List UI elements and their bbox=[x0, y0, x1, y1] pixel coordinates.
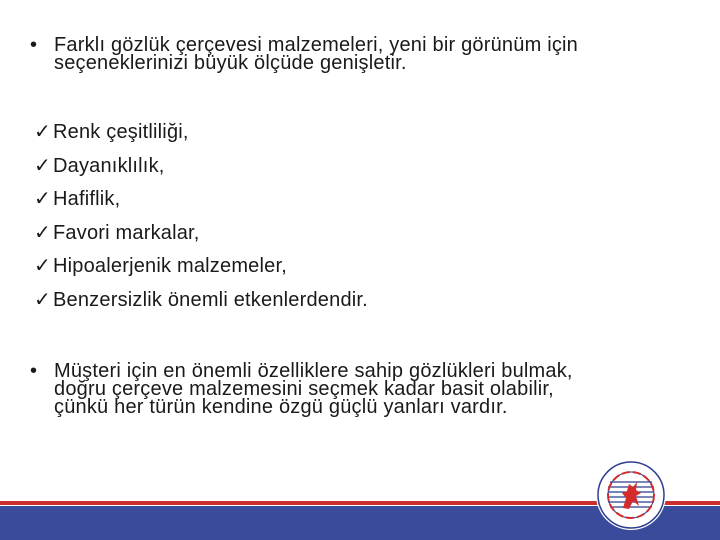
check-icon: ✓ bbox=[34, 188, 51, 210]
list-item-label: Dayanıklılık, bbox=[53, 154, 165, 177]
list-item-label: Hipoalerjenik malzemeler, bbox=[53, 255, 287, 277]
bullet-line: doğru çerçeve malzemesini seçmek kadar basit olabilir, bbox=[54, 378, 554, 400]
list-item bbox=[34, 286, 368, 320]
list-item bbox=[34, 252, 368, 286]
check-icon: ✓ bbox=[34, 154, 51, 177]
list-item-label: Renk çeşitliliği, bbox=[53, 121, 189, 143]
factor-checklist bbox=[34, 118, 368, 319]
bullet-dot-icon: • bbox=[30, 34, 38, 56]
bullet-dot-icon: • bbox=[30, 360, 38, 382]
list-item-label: Favori markalar, bbox=[53, 221, 200, 244]
list-item-label: Benzersizlik önemli etkenlerdendir. bbox=[53, 288, 368, 311]
check-icon: ✓ bbox=[34, 255, 51, 277]
bullet-paragraph-1 bbox=[30, 36, 690, 72]
list-item bbox=[34, 219, 368, 253]
check-icon: ✓ bbox=[34, 221, 51, 244]
bullet-line: çünkü her türün kendine özgü güçlü yanları vardır. bbox=[54, 396, 508, 418]
university-seal-icon bbox=[596, 460, 666, 530]
bullet-line: Farklı gözlük çerçevesi malzemeleri, yeni bir görünüm için bbox=[54, 34, 579, 56]
bullet-line: Müşteri için en önemli özelliklere sahip gözlükleri bulmak, bbox=[54, 360, 573, 382]
check-icon: ✓ bbox=[34, 121, 51, 143]
check-icon: ✓ bbox=[34, 288, 51, 311]
list-item-label: Hafiflik, bbox=[53, 188, 121, 210]
list-item bbox=[34, 118, 368, 152]
list-item bbox=[34, 185, 368, 219]
bullet-line: seçeneklerinizi büyük ölçüde genişletir. bbox=[54, 52, 407, 74]
list-item bbox=[34, 152, 368, 186]
seal-graphic bbox=[596, 460, 666, 530]
bullet-paragraph-2 bbox=[30, 362, 690, 416]
